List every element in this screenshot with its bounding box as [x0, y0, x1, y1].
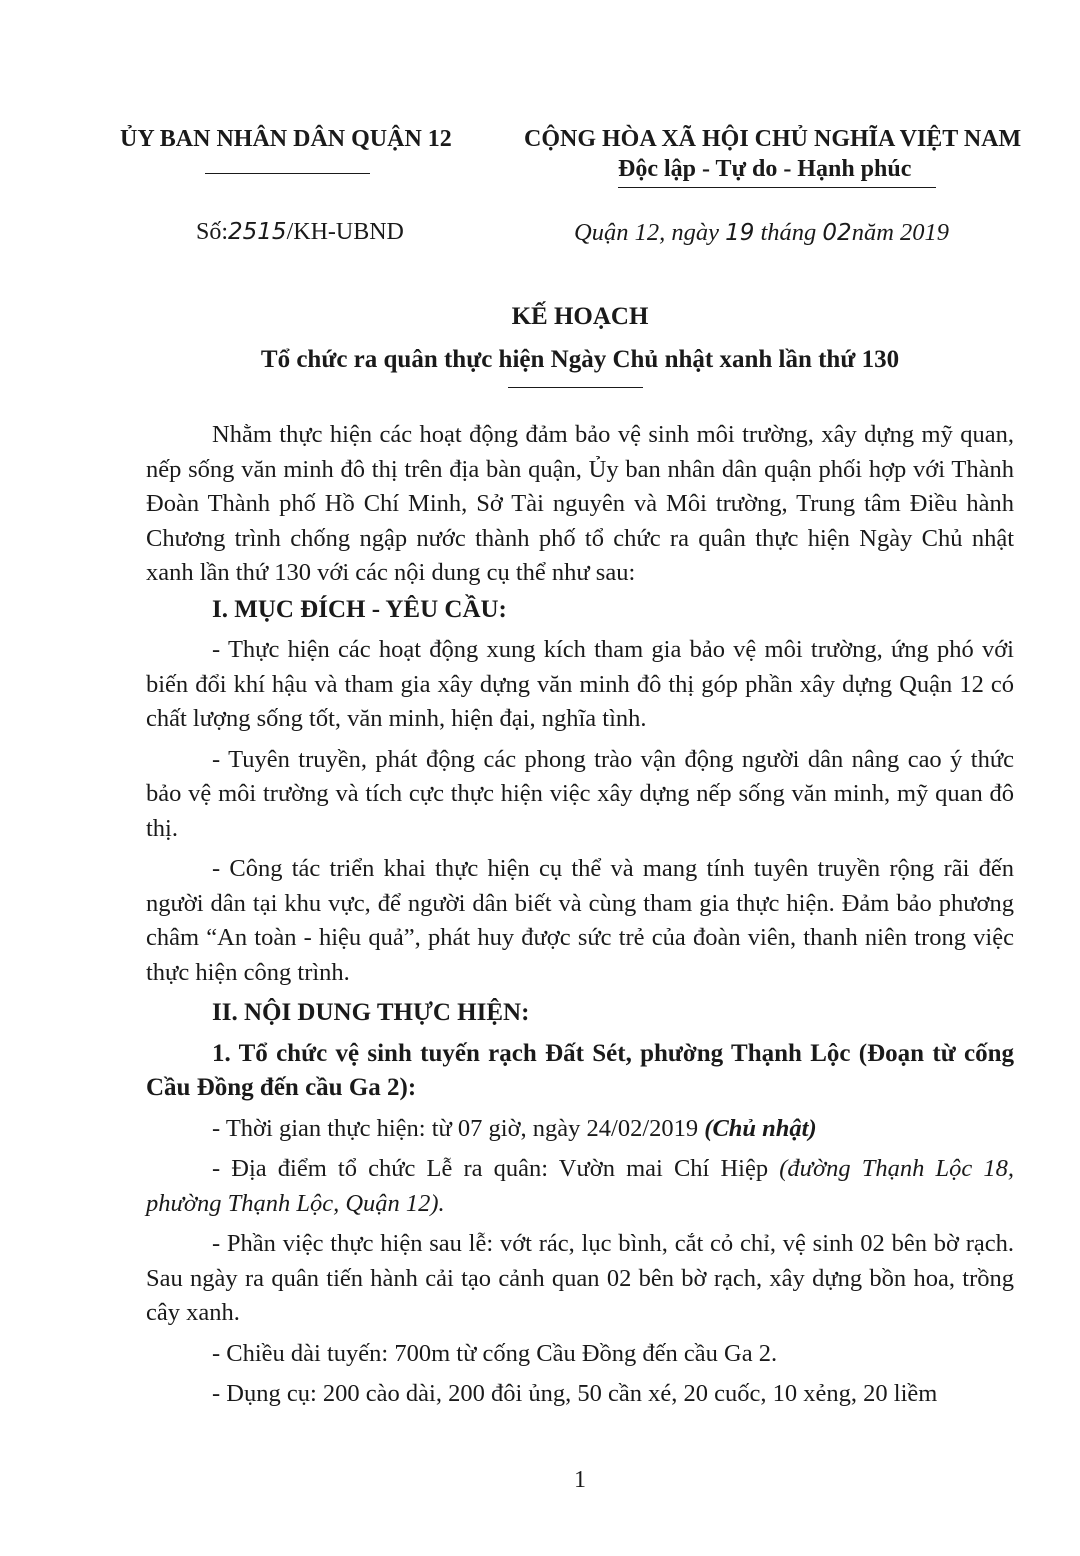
motto-underline	[618, 187, 936, 188]
document-title: KẾ HOẠCH	[511, 303, 649, 330]
national-title: CỘNG HÒA XÃ HỘI CHỦ NGHĨA VIỆT NAM	[524, 126, 1022, 152]
location-line: - Địa điểm tổ chức Lễ ra quân: Vườn mai Chí Hiệp (đường Thạnh Lộc 18, phường Thạnh Lộc, Quận 12).	[146, 1155, 1014, 1217]
section-heading-1: I. MỤC ĐÍCH - YÊU CẦU:	[212, 595, 507, 623]
section-heading-2: II. NỘI DUNG THỰC HIỆN:	[212, 999, 530, 1026]
document-date: Quận 12, ngày 19 tháng 02năm 2019	[574, 219, 950, 246]
time-line: - Thời gian thực hiện: từ 07 giờ, ngày 24/02/2019 (Chủ nhật)	[212, 1114, 817, 1142]
work-line: - Phần việc thực hiện sau lễ: vớt rác, lục bình, cắt cỏ chỉ, vệ sinh 02 bên bờ rạch. Sau ngày ra quân tiến hành cải tạo cảnh quan 02 bên bờ rạch, xây dựng bồn hoa, trồng cây xanh.	[146, 1230, 1014, 1326]
handwritten-month: 02	[822, 220, 852, 246]
document-body	[146, 418, 1014, 1412]
national-motto: Độc lập - Tự do - Hạnh phúc	[618, 156, 912, 182]
document-number: Số:2515/KH-UBND	[196, 219, 404, 245]
handwritten-day: 19	[725, 220, 755, 246]
subtitle-underline	[508, 387, 643, 388]
issuing-authority: ỦY BAN NHÂN DÂN QUẬN 12	[120, 126, 452, 152]
authority-underline	[205, 173, 370, 174]
page-number: 1	[574, 1467, 586, 1493]
tools-line: - Dụng cụ: 200 cào dài, 200 đôi ủng, 50 cần xé, 20 cuốc, 10 xẻng, 20 liềm	[212, 1380, 938, 1407]
handwritten-number: 2515	[228, 219, 287, 245]
length-line: - Chiều dài tuyến: 700m từ cống Cầu Đồng đến cầu Ga 2.	[212, 1339, 778, 1367]
purpose-item-1: - Thực hiện các hoạt động xung kích tham gia bảo vệ môi trường, ứng phó với biến đổi khí hậu và tham gia xây dựng văn minh đô thị góp phần xây dựng Quận 12 có chất lượng sống tốt, văn minh, hiện đại, nghĩa tình.	[146, 636, 1014, 732]
intro-paragraph: Nhằm thực hiện các hoạt động đảm bảo vệ sinh môi trường, xây dựng mỹ quan, nếp sống văn minh đô thị trên địa bàn quận, Ủy ban nhân dân quận phối hợp với Thành Đoàn Thành phố Hồ Chí Minh, Sở Tài nguyên và Môi trường, Trung tâm Điều hành Chương trình chống ngập nước thành phố tổ chức ra quân thực hiện Ngày Chủ nhật xanh lần thứ 130 với các nội dung cụ thể như sau:	[146, 421, 1014, 586]
purpose-item-3: - Công tác triển khai thực hiện cụ thể và mang tính tuyên truyền rộng rãi đến người dân tại khu vực, để người dân biết và cùng tham gia thực hiện. Đảm bảo phương châm “An toàn - hiệu quả”, phát huy được sức trẻ của đoàn viên, thanh niên trong việc thực hiện công trình.	[146, 855, 1014, 986]
purpose-item-2: - Tuyên truyền, phát động các phong trào vận động người dân nâng cao ý thức bảo vệ môi trường và tích cực thực hiện việc xây dựng nếp sống văn minh, mỹ quan đô thị.	[146, 745, 1014, 842]
item-heading-1: 1. Tổ chức vệ sinh tuyến rạch Đất Sét, phường Thạnh Lộc (Đoạn từ cống Cầu Đồng đến cầu Ga 2):	[146, 1039, 1014, 1101]
document-subtitle: Tổ chức ra quân thực hiện Ngày Chủ nhật xanh lần thứ 130	[260, 346, 900, 373]
